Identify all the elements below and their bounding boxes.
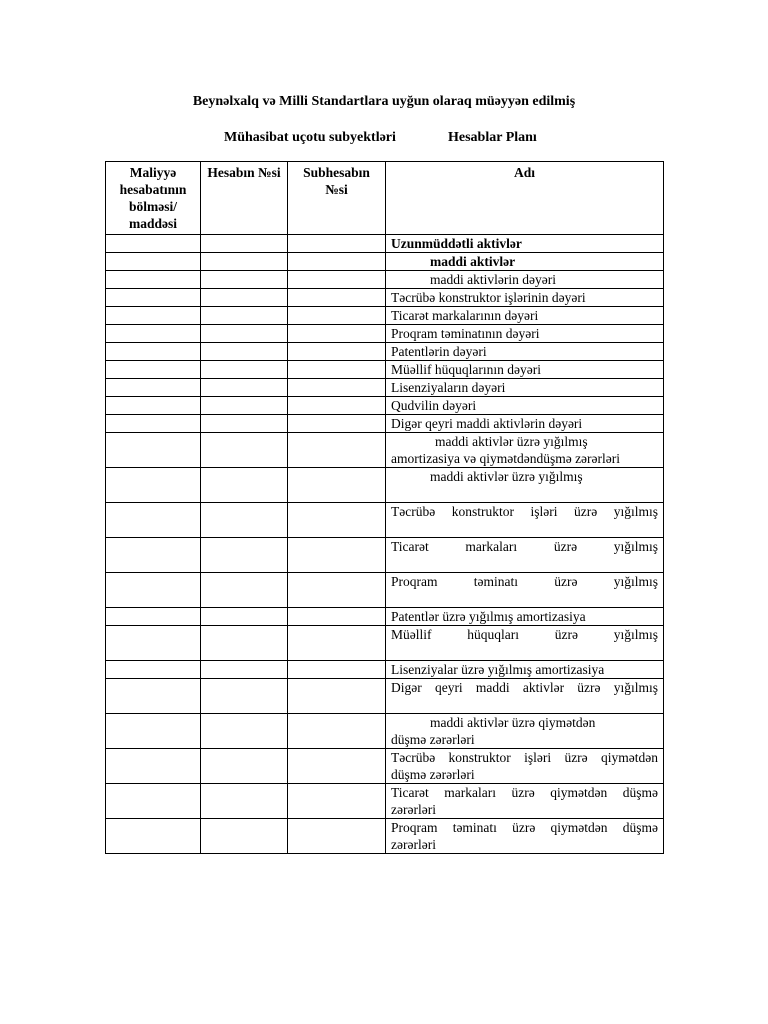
account-name-cell [386,433,664,468]
account-name: maddi aktivlər üzrə yığılmış [435,434,588,449]
table-row [106,397,664,415]
account-name: Müəllif hüquqları üzrə yığılmış [386,626,664,661]
document-subtitle-left: Mühasibat uçotu subyektləri [224,130,396,145]
col-header-name: Adı [386,162,664,235]
col-header-section: Maliyyə hesabatının bölməsi/ maddəsi [106,162,201,235]
table-row [106,819,664,854]
account-name: maddi aktivlər [386,253,664,271]
account-name: maddi aktivlərin dəyəri [386,271,664,289]
account-name: Müəllif hüquqlarının dəyəri [386,361,664,379]
account-name-cont: düşmə zərərləri [391,767,475,782]
table-row [106,468,664,503]
table-row [106,749,664,784]
account-name-cell [386,749,664,784]
table-header-row [106,162,664,235]
account-name: Uzunmüddətli aktivlər [386,235,664,253]
table-row [106,415,664,433]
table-row [106,271,664,289]
account-name-cell [386,819,664,854]
table-row [106,679,664,714]
table-row [106,325,664,343]
account-name: Ticarət markaları üzrə qiymətdən düşmə [391,785,658,800]
account-name: Qudvilin dəyəri [386,397,664,415]
table-row [106,235,664,253]
account-name-cont: düşmə zərərləri [391,732,475,747]
account-name: Patentlərin dəyəri [386,343,664,361]
account-name-cell [386,714,664,749]
account-name: Lisenziyalar üzrə yığılmış amortizasiya [386,661,664,679]
col-header-subaccount-no: Subhesabın №si [288,162,386,235]
table-row [106,343,664,361]
table-row [106,714,664,749]
table-row [106,573,664,608]
account-name: Təcrübə konstruktor işləri üzrə yığılmış [386,503,664,538]
table-row [106,289,664,307]
account-name-cell [386,784,664,819]
table-row [106,661,664,679]
account-name: Ticarət markalarının dəyəri [386,307,664,325]
document-title: Beynəlxalq və Milli Standartlara uyğun olaraq müəyyən edilmiş [192,94,576,109]
table-row [106,307,664,325]
account-name-cont: zərərləri [391,802,436,817]
account-name: Proqram təminatı üzrə qiymətdən düşmə [391,820,658,835]
account-name: Digər qeyri maddi aktivlərin dəyəri [386,415,664,433]
document-subtitle-right: Hesablar Planı [448,130,537,145]
account-name: Təcrübə konstruktor işlərinin dəyəri [386,289,664,307]
table-row [106,784,664,819]
table-row [106,361,664,379]
account-name-cont: amortizasiya və qiymətdəndüşmə zərərləri [391,451,621,466]
account-name: maddi aktivlər üzrə qiymətdən [430,715,596,730]
account-name: Patentlər üzrə yığılmış amortizasiya [386,608,664,626]
account-name: Digər qeyri maddi aktivlər üzrə yığılmış [386,679,664,714]
table-row [106,608,664,626]
table-row [106,433,664,468]
table-row [106,538,664,573]
col-header-account-no: Hesabın №si [201,162,288,235]
account-name: Proqram təminatının dəyəri [386,325,664,343]
table-row [106,503,664,538]
table-row [106,379,664,397]
account-name-cont: zərərləri [391,837,436,852]
table-row [106,253,664,271]
account-name: maddi aktivlər üzrə yığılmış [386,468,664,503]
account-name: Təcrübə konstruktor işləri üzrə qiymətdən [391,750,658,765]
account-name: Proqram təminatı üzrə yığılmış [386,573,664,608]
account-name: Lisenziyaların dəyəri [386,379,664,397]
table-row [106,626,664,661]
account-name: Ticarət markaları üzrə yığılmış [386,538,664,573]
chart-of-accounts-table [105,161,664,854]
